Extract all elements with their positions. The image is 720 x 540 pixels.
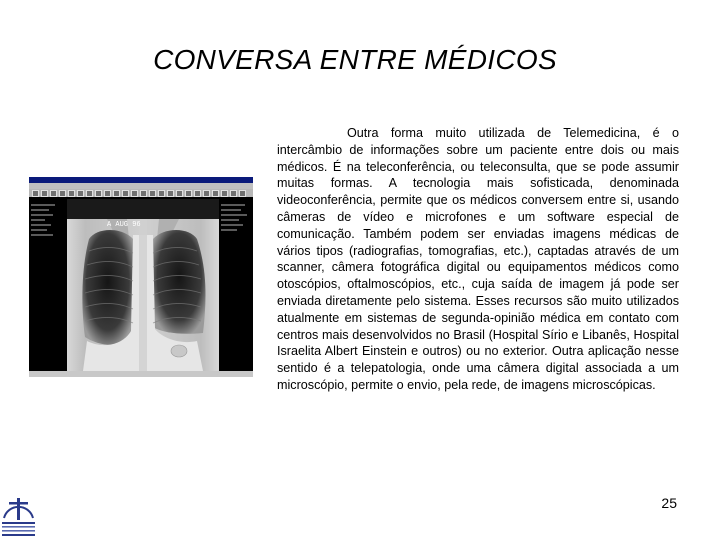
viewer-right-info (221, 201, 251, 261)
xray-viewer-screenshot (29, 177, 253, 377)
viewer-status-bar (29, 371, 253, 377)
viewer-left-info (31, 201, 61, 261)
page-number: 25 (661, 495, 677, 511)
chest-xray-image (67, 199, 219, 371)
slide-title: CONVERSA ENTRE MÉDICOS (153, 44, 557, 75)
viewer-toolbar (29, 189, 253, 197)
body-paragraph-text: Outra forma muito utilizada de Telemedicina, é o intercâmbio de informações sobre um paciente entre dois ou mais médicos. É na teleconferência, ou teleconsulta, que se pode assumir muitas formas. A tecnologia mais sofisticada, denominada videoconferência, permite que os médicos conversem entre si, usando câmeras de vídeo e microfones e um software especial de comunicação. Também podem ser enviadas imagens médicas de vários tipos (radiografias, tomografias, etc.), captadas através de um scanner, câmera fotográfica digital ou equipamentos médicos como otoscópios, oftalmoscópios, etc., cuja saída de imagem já pode ser enviada diretamente pelo sistema. Esses recursos são muito utilizados atualmente em sistemas de segunda-opinião médica em contato com centros mais desenvolvidos no Brasil (Hospital Sírio e Libanês, Hospital Israelita Albert Einstein e outros) ou no exterior. Outra aplicação nesse sentido é a telepatologia, onde uma câmera digital associada a um microscópio, permite o envio, pela rede, de imagens microscópicas. (277, 126, 679, 392)
institution-logo-icon (0, 490, 37, 540)
body-paragraph (277, 125, 679, 394)
xray-label: A AUG 96 (107, 221, 141, 229)
